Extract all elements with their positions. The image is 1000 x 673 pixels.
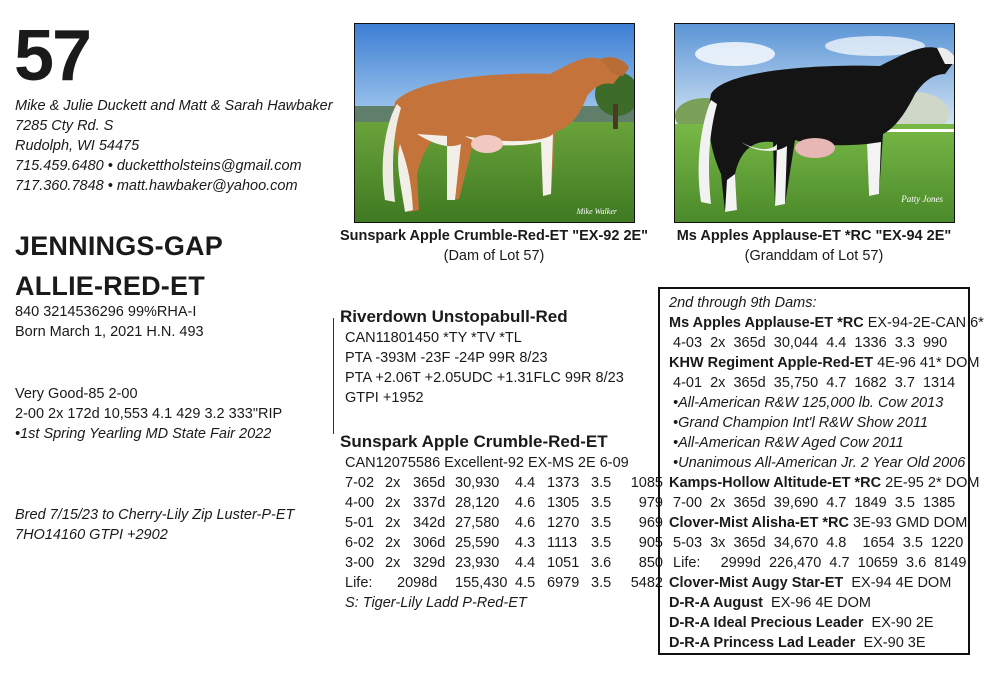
record-cell: 3.5 [591,535,612,551]
record-cell: 2x [385,475,401,491]
record-cell: 28,120 [455,495,500,511]
life-row [345,573,663,593]
dams-row [669,493,968,513]
record-cell: 30,930 [455,475,500,491]
bred-line: Bred 7/15/23 to Cherry-Lily Zip Luster-P-ET [15,507,295,523]
dam-name: Ms Apples Applause-ET *RC [669,315,864,331]
record-row [345,493,663,513]
consignor-line: Mike & Julie Duckett and Matt & Sarah Hawbaker [15,98,333,114]
dam-detail: EX-94-2E-CAN 6* [863,315,984,331]
record-row [345,473,663,493]
record-cell: Life: [345,575,373,591]
record-cell: 4.6 [515,515,536,531]
production-record: 2-00 2x 172d 10,553 4.1 429 3.2 333"RIP [15,406,283,422]
record-cell: 2098d [397,575,438,591]
dam-caption-relation: (Dam of Lot 57) [443,248,545,264]
photo-credit: Mike Walker [576,207,617,216]
record-cell: 2x [385,495,401,511]
consignor-line: 717.360.7848 • matt.hawbaker@yahoo.com [15,178,298,194]
record-cell: 3-00 [345,555,375,571]
record-cell: 979 [638,495,663,511]
dams-row [669,413,968,433]
dam-name: D-R-A Princess Lad Leader [669,635,856,651]
divider-line [333,318,334,434]
dams-row [669,333,968,353]
record-row [345,553,663,573]
birth-date: Born March 1, 2021 H.N. 493 [15,324,204,340]
dams-row [669,373,968,393]
award: •1st Spring Yearling MD State Fair 2022 [15,426,272,442]
dam-detail: 7-00 2x 365d 39,690 4.7 1849 3.5 1385 [669,495,956,511]
dams-row [669,473,980,493]
record-cell: 23,930 [455,555,500,571]
granddam-caption-relation: (Granddam of Lot 57) [744,248,884,264]
dam-detail: EX-90 2E [863,615,934,631]
sire-name: Riverdown Unstopabull-Red [340,307,568,326]
sire-line: GTPI +1952 [345,390,424,406]
record-cell: 2x [385,515,401,531]
record-cell: 1113 [547,535,578,551]
sire-block [340,306,624,408]
dams-heading: 2nd through 9th Dams: [669,295,817,311]
record-cell: 969 [638,515,663,531]
dam-detail: •All-American R&W 125,000 lb. Cow 2013 [669,395,944,411]
consignor-block [15,96,333,196]
consignor-line: Rudolph, WI 54475 [15,138,140,154]
record-cell: 5482 [630,575,663,591]
sire-line: CAN11801450 *TY *TV *TL [345,330,522,346]
dam-detail: 3E-93 GMD DOM [848,515,968,531]
dam-detail: 4-01 2x 365d 35,750 4.7 1682 3.7 1314 [669,375,956,391]
dam-name: KHW Regiment Apple-Red-ET [669,355,874,371]
record-cell: 4-00 [345,495,375,511]
bred-block [15,505,294,545]
lot-number: 57 [14,16,91,96]
classification-block [15,384,282,444]
record-cell: 1085 [630,475,663,491]
dam-caption-name: Sunspark Apple Crumble-Red-ET "EX-92 2E" [339,228,649,244]
record-cell: 6-02 [345,535,375,551]
dam-registration: CAN12075586 Excellent-92 EX-MS 2E 6-09 [345,455,629,471]
dam-detail: EX-96 4E DOM [762,595,871,611]
registration: 840 3214536296 99%RHA-I [15,304,197,320]
dam-detail: 2E-95 2* DOM [881,475,980,491]
record-cell: 1373 [547,475,580,491]
classification: Very Good-85 2-00 [15,386,138,402]
record-row [345,533,663,553]
dam-detail: EX-94 4E DOM [843,575,952,591]
dam-detail: Life: 2999d 226,470 4.7 10659 3.6 8149 [669,555,967,571]
dam-detail: 5-03 3x 365d 34,670 4.8 1654 3.5 1220 [669,535,964,551]
record-cell: 3.5 [591,575,612,591]
record-cell: 7-02 [345,475,375,491]
animal-name-line1: JENNINGS-GAP [15,231,223,261]
record-cell: 850 [638,555,663,571]
record-cell: 3.5 [591,475,612,491]
dam-name: D-R-A Ideal Precious Leader [669,615,864,631]
record-cell: 306d [413,535,446,551]
dams-row [669,313,984,333]
dam-detail: •Grand Champion Int'l R&W Show 2011 [669,415,929,431]
dams-row [669,633,968,653]
record-cell: 2x [385,555,401,571]
consignor-line: 7285 Cty Rd. S [15,118,114,134]
dam-records-table [345,473,663,593]
dam-sire-note: S: Tiger-Lily Ladd P-Red-ET [345,595,527,611]
dams-row [669,353,980,373]
red-cow-image [355,24,634,222]
black-cow-image [675,24,954,222]
dams-row [669,613,968,633]
dam-detail: 4-03 2x 365d 30,044 4.4 1336 3.3 990 [669,335,948,351]
record-cell: 3.5 [591,495,612,511]
sire-line: PTA -393M -23F -24P 99R 8/23 [345,350,548,366]
record-cell: 4.3 [515,535,536,551]
dam-detail: •All-American R&W Aged Cow 2011 [669,435,904,451]
dams-rows [669,313,984,653]
record-row [345,513,663,533]
dams-box [658,287,984,655]
record-cell: 342d [413,515,446,531]
granddam-caption-name: Ms Apples Applause-ET *RC "EX-94 2E" [676,228,952,244]
dams-row [669,533,968,553]
record-cell: 1270 [547,515,580,531]
dam-name: Kamps-Hollow Altitude-ET *RC [669,475,882,491]
dam-name: Clover-Mist Augy Star-ET [669,575,844,591]
photo-credit: Patty Jones [901,194,943,204]
dams-row [669,553,968,573]
record-cell: 25,590 [455,535,500,551]
dams-row [669,393,968,413]
record-cell: 5-01 [345,515,375,531]
record-cell: 2x [385,535,401,551]
record-cell: 4.6 [515,495,536,511]
animal-info [15,302,204,342]
record-cell: 4.4 [515,555,536,571]
record-cell: 3.5 [591,515,612,531]
dam-name: Clover-Mist Alisha-ET *RC [669,515,849,531]
consignor-line: 715.459.6480 • duckettholsteins@gmail.com [15,158,302,174]
sire-line: PTA +2.06T +2.05UDC +1.31FLC 99R 8/23 [345,370,624,386]
record-cell: 155,430 [455,575,508,591]
animal-name-line2: ALLIE-RED-ET [15,271,205,301]
record-cell: 1051 [547,555,580,571]
dams-row [669,593,968,613]
dam-name: Sunspark Apple Crumble-Red-ET [340,432,608,451]
dams-row [669,453,968,473]
record-cell: 27,580 [455,515,500,531]
record-cell: 337d [413,495,446,511]
dams-row [669,513,968,533]
record-cell: 6979 [547,575,580,591]
record-cell: 4.5 [515,575,536,591]
dams-row [669,573,968,593]
dam-photo [354,23,635,223]
record-cell: 1305 [547,495,580,511]
dam-block [340,431,663,613]
record-cell: 905 [638,535,663,551]
animal-name [15,226,223,306]
dams-row [669,433,968,453]
record-cell: 4.4 [515,475,536,491]
dam-detail: 4E-96 41* DOM [873,355,980,371]
dam-name: D-R-A August [669,595,763,611]
record-cell: 365d [413,475,446,491]
record-cell: 329d [413,555,446,571]
record-cell: 3.6 [591,555,612,571]
granddam-caption [620,226,1000,266]
granddam-photo [674,23,955,223]
dam-detail: •Unanimous All-American Jr. 2 Year Old 2006 [669,455,966,471]
bred-line: 7HO14160 GTPI +2902 [15,527,168,543]
dam-detail: EX-90 3E [855,635,926,651]
